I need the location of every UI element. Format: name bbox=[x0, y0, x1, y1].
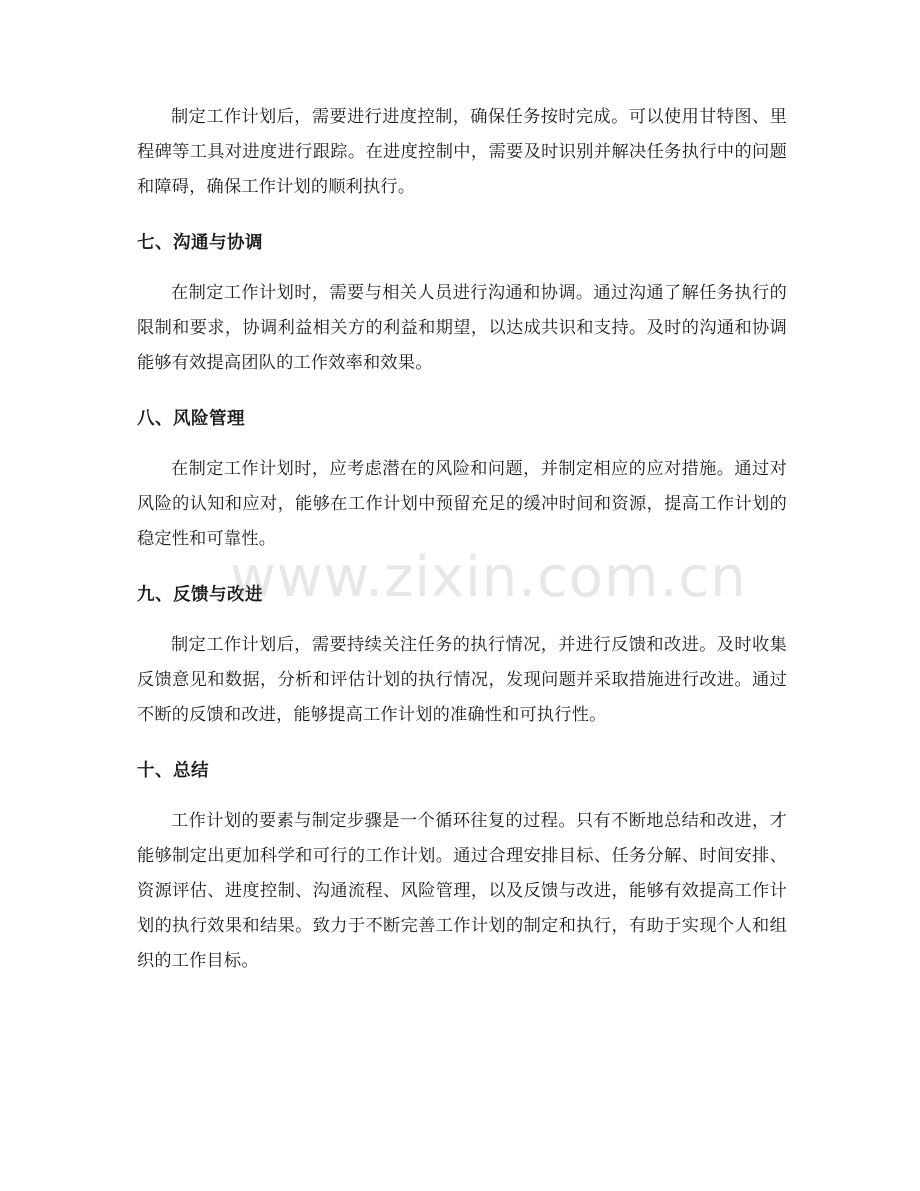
section-paragraph-summary: 工作计划的要素与制定步骤是一个循环往复的过程。只有不断地总结和改进，才能够制定出更加科学和可行的工作计划。通过合理安排目标、任务分解、时间安排、资源评估、进度控制、沟通流程、风险管理，以及反馈与改进，能够有效提高工作计划的执行效果和结果。致力于不断完善工作计划的制定和执行，有助于实现个人和组织的工作目标。 bbox=[137, 811, 787, 971]
section-heading-risk: 八、风险管理 bbox=[137, 409, 245, 429]
section-heading-feedback: 九、反馈与改进 bbox=[137, 585, 263, 605]
watermark: www.zixin.com.cn bbox=[230, 545, 747, 610]
section-paragraph-feedback: 制定工作计划后，需要持续关注任务的执行情况，并进行反馈和改进。及时收集反馈意见和数据，分析和评估计划的执行情况，发现问题并采取措施进行改进。通过不断的反馈和改进，能够提高工作计划的准确性和可执行性。 bbox=[137, 635, 787, 725]
section-paragraph-risk: 在制定工作计划时，应考虑潜在的风险和问题，并制定相应的应对措施。通过对风险的认知和应对，能够在工作计划中预留充足的缓冲时间和资源，提高工作计划的稳定性和可靠性。 bbox=[137, 459, 787, 549]
document-body bbox=[137, 100, 787, 979]
section-paragraph-communication: 在制定工作计划时，需要与相关人员进行沟通和协调。通过沟通了解任务执行的限制和要求，协调利益相关方的利益和期望，以达成共识和支持。及时的沟通和协调能够有效提高团队的工作效率和效果。 bbox=[137, 283, 787, 373]
intro-paragraph: 制定工作计划后，需要进行进度控制，确保任务按时完成。可以使用甘特图、里程碑等工具对进度进行跟踪。在进度控制中，需要及时识别并解决任务执行中的问题和障碍，确保工作计划的顺利执行。 bbox=[137, 107, 787, 197]
section-heading-summary: 十、总结 bbox=[137, 761, 209, 781]
section-heading-communication: 七、沟通与协调 bbox=[137, 233, 263, 253]
